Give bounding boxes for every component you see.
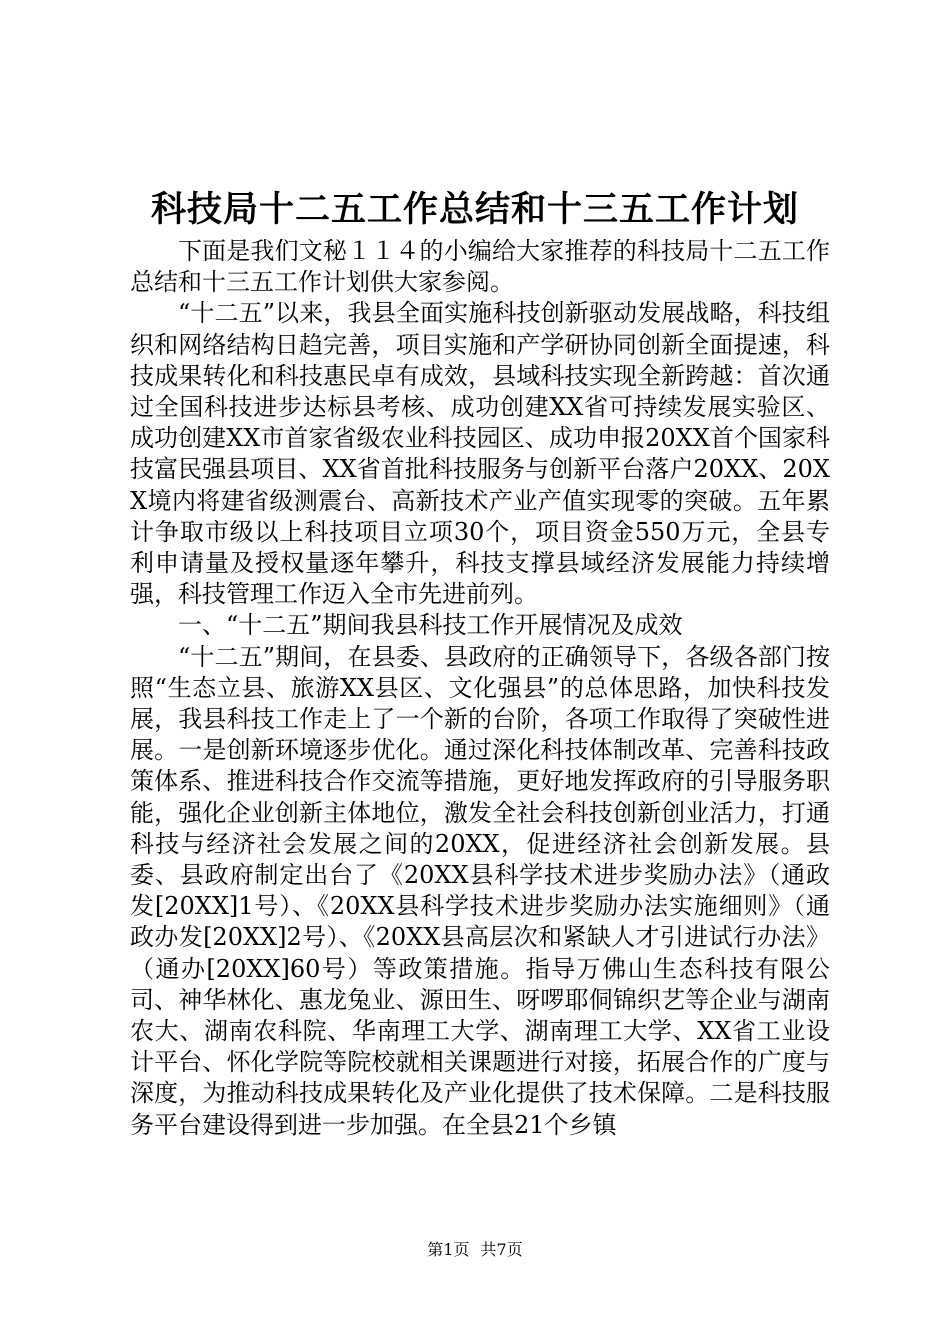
document-body (130, 236, 830, 1141)
section-heading-1: 一、“十二五”期间我县科技工作开展情况及成效 (178, 611, 683, 640)
paragraph-section-1: “十二五”期间，在县委、县政府的正确领导下，各级各部门按照“生态立县、旅游XX县区、文化强县”的总体思路，加快科技发展，我县科技工作走上了一个新的台阶，各项工作取得了突破性进展。一是创新环境逐步优化。通过深化科技体制改革、完善科技政策体系、推进科技合作交流等措施，更好地发挥政府的引导服务职能，强化企业创新主体地位，激发全社会科技创新创业活力，打通科技与经济社会发展之间的20XX，促进经济社会创新发展。县委、县政府制定出台了《20XX县科学技术进步奖励办法》（通政发[20XX]1号）、《20XX县科学技术进步奖励办法实施细则》（通政办发[20XX]2号）、《20XX县高层次和紧缺人才引进试行办法》（通办[20XX]60号）等政策措施。指导万佛山生态科技有限公司、神华林化、惠龙兔业、源田生、呀啰耶侗锦织艺等企业与湖南农大、湖南农科院、华南理工大学、湖南理工大学、XX省工业设计平台、怀化学院等院校就相关课题进行对接，拓展合作的广度与深度，为推动科技成果转化及产业化提供了技术保障。二是科技服务平台建设得到进一步加强。在全县21个乡镇 (130, 642, 830, 1139)
document-title: 科技局十二五工作总结和十三五工作计划 (150, 189, 799, 230)
page-footer (0, 1240, 950, 1260)
paragraph-overview: “十二五”以来，我县全面实施科技创新驱动发展战略，科技组织和网络结构日趋完善，项目实施和产学研协同创新全面提速，科技成果转化和科技惠民卓有成效，县域科技实现全新跨越：首次通过全国科技进步达标县考核、成功创建XX省可持续发展实验区、成功创建XX市首家省级农业科技园区、成功申报20XX首个国家科技富民强县项目、XX省首批科技服务与创新平台落户20XX、20XX境内将建省级测震台、高新技术产业产值实现零的突破。五年累计争取市级以上科技项目立项30个，项目资金550万元，全县专利申请量及授权量逐年攀升，科技支撑县域经济发展能力持续增强，科技管理工作迈入全市先进前列。 (130, 299, 830, 609)
page-number-current: 第1页 (427, 1240, 470, 1259)
page-number-total: 共7页 (480, 1240, 523, 1259)
paragraph-intro: 下面是我们文秘１１４的小编给大家推荐的科技局十二五工作总结和十三五工作计划供大家参阅。 (130, 237, 830, 297)
